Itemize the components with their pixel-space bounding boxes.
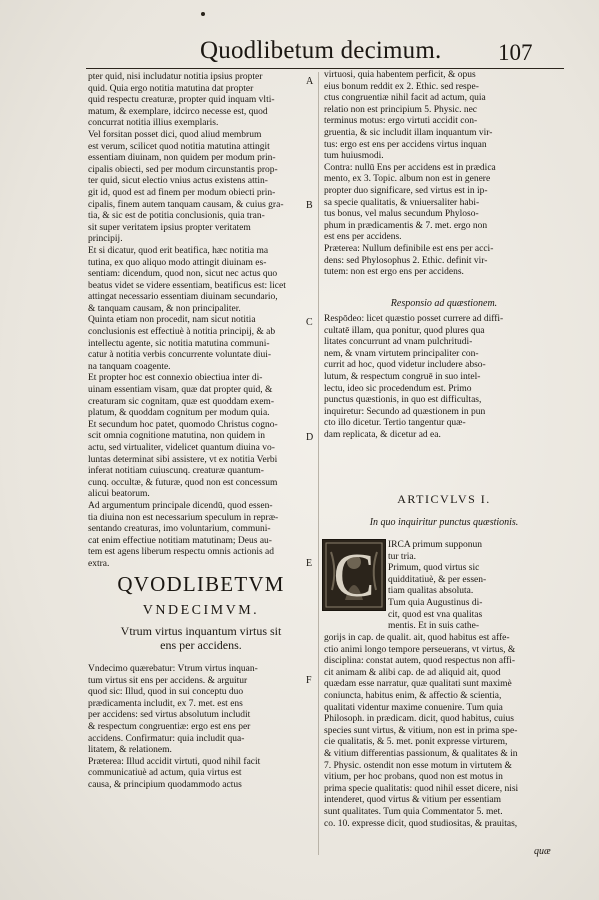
- text-line: disciplina: constat autem, quod respectus non affi-: [324, 656, 516, 667]
- text-line: dam replicata, & dicetur ad ea.: [324, 429, 441, 440]
- responsio-text: [324, 314, 564, 442]
- text-line: git id, quod est ad finem per modum obiecti prin-: [88, 187, 276, 198]
- quodlibet-subtitle: VNDECIMVM.: [142, 603, 260, 618]
- running-title: Quodlibetum decimum.: [200, 37, 442, 64]
- text-line: extra.: [88, 558, 110, 569]
- text-line: essentiam diuinam, non quidem per modum prin-: [88, 153, 276, 164]
- text-line: beatus videt se videre essentiam, beatificus est: licet: [88, 280, 286, 291]
- text-line: Vndecimo quærebatur: Vtrum virtus inquan-: [88, 664, 258, 674]
- text-line: punctus quæstionis, in quo est difficultas,: [324, 395, 482, 406]
- text-line: phum in prædicamentis & 7. met. ergo non: [324, 220, 488, 231]
- text-line: concurrat notitia illius exemplaris.: [88, 118, 219, 129]
- text-line: tia diuina non est necessarium speculum in repræ-: [88, 512, 279, 523]
- text-line: & tanquam causam, & non principaliter.: [88, 303, 241, 314]
- articulus-title: ARTICVLVS I.: [397, 492, 491, 506]
- text-line: cipalis, finem autem tanquam causam, & cuius gra-: [88, 199, 284, 210]
- right-column-beside-initial: [388, 540, 564, 633]
- text-line: sentiam: dicendum, quod non, sicut nec actus quo: [88, 269, 278, 280]
- text-line: scit omnia cognitione matutina, non quidem in: [88, 431, 266, 442]
- text-line: tus: ergo est ens per accidens virtus inquan: [324, 139, 487, 150]
- articulus-subtitle: In quo inquiritur punctus quæstionis.: [369, 517, 519, 528]
- catchword: quæ: [534, 846, 551, 857]
- quodlibet-title: QVODLIBETVM: [117, 572, 285, 596]
- margin-letter: A: [306, 76, 314, 87]
- text-line: Quinta etiam non procedit, nam sicut notitia: [88, 315, 256, 326]
- text-line: propter duo significare, sed virtus est in ip-: [324, 185, 488, 196]
- text-line: Præterea: Nullum definibile est ens per acci-: [324, 243, 494, 254]
- text-line: Primum, quod virtus sic: [388, 563, 480, 574]
- text-line: inferat notitiam cuiuscunq. creaturæ quantum-: [88, 466, 264, 477]
- text-line: sa specie qualitatis, & vniuersaliter habi-: [324, 197, 480, 208]
- decorated-initial: [322, 539, 386, 611]
- text-line: intenderet, quod virtus & vitium per essentiam: [324, 795, 502, 806]
- ink-dot: [201, 12, 205, 16]
- right-column-responsio: [324, 314, 564, 442]
- margin-letter: D: [306, 432, 314, 443]
- text-line: cto illo dicetur. Tertio tangentur quæ-: [324, 418, 466, 429]
- text-line: quod sic: Illud, quod in sui conceptu duo: [88, 687, 244, 698]
- text-line: Philosoph. in prædicam. dicit, quod habitus, cuius: [324, 714, 514, 725]
- text-line: sentando creaturas, imo voluntarium, communi-: [88, 524, 271, 535]
- text-line: lutum, & respectum congruē in suo intel-: [324, 371, 481, 382]
- text-line: intellectu agente, sic notitia matutina communi-: [88, 338, 270, 349]
- text-line: causa, & principium quodammodo actus: [88, 779, 242, 790]
- text-line: co. 10. expresse dicit, quod studiositas, & prauitas,: [324, 818, 518, 829]
- text-line: ter quid, sicut electio vnius actus existens attin-: [88, 176, 268, 187]
- text-line: IRCA primum supponun: [388, 540, 482, 550]
- text-line: prædicamenta includit, ex 7. met. est ens: [88, 698, 243, 709]
- initial-letter: C: [333, 542, 375, 610]
- text-line: cipalis obiecti, sed per modum circunstantis prop-: [88, 164, 278, 175]
- text-line: tum huiusmodi.: [324, 151, 384, 162]
- text-line: tus bonus, vel malus secundum Phyloso-: [324, 209, 479, 220]
- text-line: Et propter hoc est connexio obiectiua inter di-: [88, 373, 263, 384]
- text-line: sunt qualitates. Tum quia Commentator 5. met.: [324, 806, 503, 817]
- article-text-beside-initial: [388, 540, 564, 633]
- text-line: Contra: nullū Ens per accidens est in prædica: [324, 162, 496, 173]
- text-line: creaturam sic cognitam, quæ est quoddam exem-: [88, 396, 274, 407]
- right-column-text: [324, 70, 564, 279]
- text-line: ctio animi longo tempore perseuerans, vt virtus, &: [324, 644, 516, 655]
- text-line: Præterea: Illud accidit virtuti, quod nihil facit: [88, 756, 261, 767]
- left-column-lower-text: [88, 664, 314, 792]
- text-line: uinam essentiam visam, quæ dat propter quid, &: [88, 385, 273, 396]
- text-line: cie qualitatis, & 5. met. ponit expresse virturem,: [324, 737, 508, 748]
- text-line: attingat necessario essentiam diuinam secundario,: [88, 292, 278, 303]
- text-line: currit ad hoc, quod videtur includere abso-: [324, 360, 486, 371]
- text-line: tiam qualitas absoluta.: [388, 586, 474, 597]
- left-column-text: [88, 72, 314, 571]
- column-divider: [318, 72, 319, 855]
- text-line: platum, & quoddam cognitum per modum quia.: [88, 408, 270, 419]
- page-number: 107: [498, 40, 533, 65]
- header-rule: [86, 68, 564, 69]
- text-line: cunq. occultæ, & futuræ, quod non est concessum: [88, 477, 278, 488]
- text-line: inquiretur: Secundo ad quæstionem in pun: [324, 406, 486, 417]
- text-line: tur tria.: [388, 551, 416, 562]
- text-line: cit animam & alibi cap. de ad aliquid ait, quod: [324, 667, 501, 678]
- margin-letter: F: [306, 675, 312, 686]
- text-line: cultatē illam, qua ponitur, quod plures qua: [324, 325, 485, 336]
- text-line: cit, quod est vna qualitas: [388, 609, 483, 620]
- margin-letter: E: [306, 558, 313, 569]
- text-line: & respectum congruentiæ: ergo est ens per: [88, 721, 251, 732]
- text-line: quædam esse narratur, quæ qualitati sunt maximè: [324, 679, 512, 690]
- text-line: Respōdeo: licet quæstio posset currere ad diffi-: [324, 314, 504, 324]
- text-line: litatem, & relationem.: [88, 745, 172, 756]
- text-line: na tanquam coagente.: [88, 361, 171, 372]
- text-line: Et si dicatur, quod erit beatifica, hæc notitia ma: [88, 245, 269, 256]
- left-column: [88, 72, 314, 571]
- text-line: conclusionis est effectiuè à notitia principij, & ab: [88, 327, 276, 338]
- text-line: sit super veritatem ipsius propter veritatem: [88, 222, 251, 233]
- text-line: principij.: [88, 234, 123, 245]
- text-line: prima specie qualitatis: quod nihil esset dicere, nisi: [324, 783, 519, 794]
- text-line: species sunt virtus, & vitium, non est in prima spe-: [324, 725, 518, 736]
- text-line: alicui beatorum.: [88, 489, 150, 500]
- text-line: dens: sed Phylosophus 2. Ethic. definit vir-: [324, 255, 488, 266]
- text-line: mentis. Et in suis cathe-: [388, 621, 480, 632]
- text-line: accidens. Confirmatur: quia includit qua-: [88, 733, 245, 744]
- question-line: Vtrum virtus inquantum virtus sit: [120, 624, 282, 638]
- responsio-heading: Responsio ad quæstionem.: [390, 298, 498, 309]
- text-line: vitium, per hoc probans, quod non est motus in: [324, 772, 503, 783]
- text-line: tum virtus sit ens per accidens. & arguitur: [88, 675, 248, 686]
- text-line: luntas determinat sibi assistere, vt ex notitia Verbi: [88, 454, 278, 465]
- right-column: [324, 70, 564, 279]
- text-line: eius bonum reddit ex 2. Ethic. sed respe-: [324, 81, 479, 92]
- text-line: est verum, scilicet quod notitia matutina attingit: [88, 141, 270, 152]
- margin-letter: C: [306, 317, 313, 328]
- text-line: Vel forsitan posset dici, quod aliud membrum: [88, 129, 262, 140]
- text-line: pter quid, nisi includatur notitia ipsius propter: [88, 72, 263, 82]
- article-text: [324, 633, 564, 830]
- text-line: gruentia, & sic includit illam inquantum vir-: [324, 127, 493, 138]
- text-line: ctus congruentiæ nihil facit ad actum, quia: [324, 93, 486, 104]
- text-line: quid. Quia ergo notitia matutina dat propter: [88, 83, 254, 94]
- question-line: ens per accidens.: [160, 638, 242, 652]
- text-line: tutina, ex quo aliquo modo attingit diuinam es-: [88, 257, 267, 268]
- text-line: quidditatiuè, & per essen-: [388, 574, 487, 585]
- text-line: litates concurrunt ad vnam pulchritudi-: [324, 337, 473, 348]
- question-heading: [96, 624, 306, 652]
- text-line: cat enim effectiue notitiam matutinam; Deus au-: [88, 535, 272, 546]
- text-line: terminus motus: ergo virtuti accidit con-: [324, 116, 478, 127]
- text-line: lectu, ideo sic procedendum est. Primo: [324, 383, 472, 394]
- text-line: Tum quia Augustinus di-: [388, 597, 483, 608]
- text-line: relatio non est principium 5. Physic. nec: [324, 104, 478, 115]
- text-line: quid respectu creaturæ, propter quid inquam vlti-: [88, 95, 275, 106]
- text-line: nem, & vnam virtutem principaliter con-: [324, 348, 479, 359]
- text-line: est ens per accidens.: [324, 232, 402, 243]
- text-line: coniuncta, habitus enim, & affectio & scientia,: [324, 690, 502, 701]
- text-line: Ad argumentum principale dicendū, quod essen-: [88, 500, 273, 511]
- text-line: actu, sed virtualiter, videlicet quantum diuina vo-: [88, 443, 275, 453]
- text-line: matum, & exemplare, idcirco necesse est, quod: [88, 106, 268, 117]
- text-line: tutem: non est ergo ens per accidens.: [324, 267, 464, 278]
- text-line: gorijs in cap. de qualit. ait, quod habitus est affe-: [324, 633, 510, 643]
- text-line: & vitium differentias passionum, & qualitates & in: [324, 748, 518, 759]
- text-line: qualitati videntur maxime conuenire. Tum quia: [324, 702, 503, 713]
- text-line: tem est agens liberum respectu omnis actionis ad: [88, 547, 274, 558]
- right-column-article: [324, 633, 564, 830]
- text-line: mento, ex 3. Topic. album non est in genere: [324, 174, 491, 185]
- margin-letter: B: [306, 200, 313, 211]
- text-line: communicatiuè ad actum, quia virtus est: [88, 768, 242, 779]
- text-line: catur à notitia verbis concurrente voluntate diui-: [88, 350, 272, 361]
- text-line: virtuosi, quia habentem perficit, & opus: [324, 70, 476, 80]
- text-line: 7. Physic. ostendit non esse motum in virtutem &: [324, 760, 512, 771]
- text-line: per accidens: sed virtus absolutum includit: [88, 710, 251, 721]
- text-line: tia, & sic est de potitia conclusionis, quia tran-: [88, 211, 265, 222]
- left-column-lower: [88, 664, 314, 792]
- text-line: Et secundum hoc patet, quomodo Christus cogno-: [88, 419, 278, 430]
